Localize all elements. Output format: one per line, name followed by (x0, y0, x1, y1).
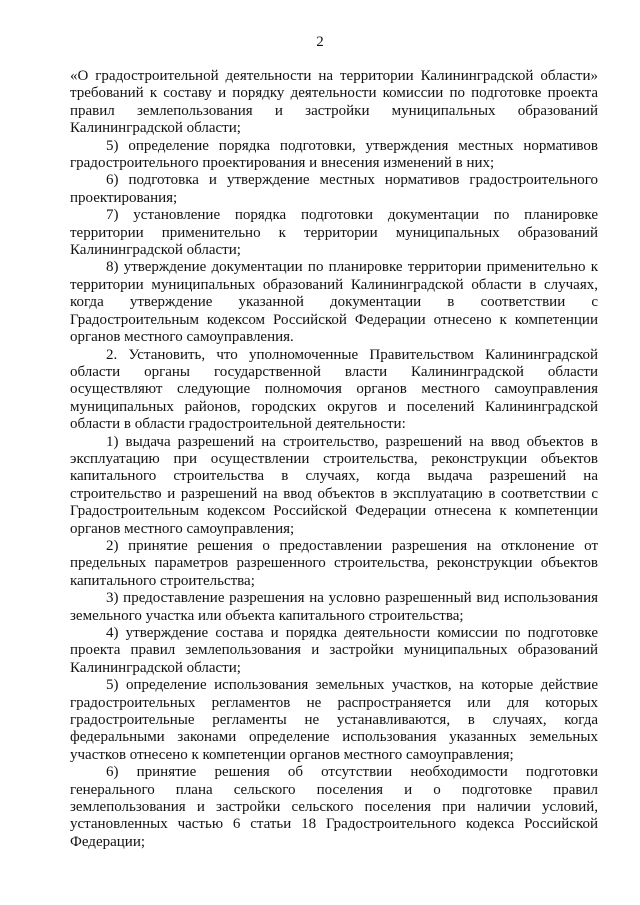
paragraph (70, 590, 598, 625)
text-line: Градостроительным кодексом Российской Федерации отнесено к компетенции (70, 311, 598, 328)
text-line: 5) определение порядка подготовки, утверждения местных нормативов (106, 137, 598, 154)
page-number: 2 (316, 34, 324, 50)
text-line: области в области градостроительной деятельности: (70, 416, 406, 433)
paragraph (70, 259, 598, 346)
text-line: «О градостроительной деятельности на территории Калининградской области» (70, 68, 598, 84)
paragraph (70, 172, 598, 207)
text-line: муниципальных районов, городских округов и поселений Калининградской (70, 398, 598, 415)
text-line: требований к составу и порядку деятельности комиссии по подготовке проекта (70, 85, 598, 102)
text-line: проекта правил землепользования и застройки муниципальных образований (70, 642, 598, 659)
paragraph (70, 764, 598, 851)
paragraph (70, 138, 598, 173)
text-line: федеральными законами определение использования указанных земельных (70, 729, 598, 746)
text-line: Градостроительным кодексом Российской Федерации отнесена к компетенции (70, 503, 598, 520)
text-line: органов местного самоуправления. (70, 329, 294, 346)
text-line: градостроительные регламенты не устанавливаются, в случаях, когда (70, 712, 598, 729)
text-line: 8) утверждение документации по планировке территории применительно к (106, 259, 598, 276)
text-line: 5) определение использования земельных участков, на которые действие (106, 677, 598, 694)
text-line: 6) принятие решения об отсутствии необходимости подготовки (106, 764, 598, 781)
text-line: осуществляют следующие полномочия органов местного самоуправления (70, 381, 598, 398)
text-line: 4) утверждение состава и порядка деятельности комиссии по подготовке (106, 625, 598, 641)
paragraph (70, 625, 598, 677)
text-line: 2) принятие решения о предоставлении разрешения на отклонение от (106, 537, 598, 554)
paragraph (70, 538, 598, 590)
text-line: 2. Установить, что уполномоченные Правительством Калининградской (106, 346, 598, 363)
text-line: земельного участка или объекта капитального строительства; (70, 607, 464, 624)
text-line: органов местного самоуправления; (70, 520, 295, 537)
text-line: генерального плана сельского поселения и о подготовке правил (70, 781, 598, 798)
text-line: территории применительно к территории муниципальных образований (70, 224, 598, 241)
paragraph (70, 347, 598, 434)
text-line: 1) выдача разрешений на строительство, разрешений на ввод объектов в (106, 433, 598, 450)
text-line: предельных параметров разрешенного строительства, реконструкции объектов (70, 555, 598, 572)
text-line: эксплуатацию при осуществлении строительства, реконструкции объектов (70, 450, 598, 467)
text-line: строительство и разрешений на ввод объектов в эксплуатацию в соответствии с (70, 485, 598, 502)
text-line: Федерации; (70, 833, 146, 850)
text-line: правил землепользования и застройки муниципальных образований (70, 102, 598, 119)
text-line: Калининградской области; (70, 120, 241, 137)
text-line: капитального строительства в случаях, когда выдача разрешений на (70, 468, 598, 485)
text-line: установленных частью 6 статьи 18 Градостроительного кодекса Российской (70, 816, 598, 833)
text-line: области органы государственной власти Калининградской области (70, 363, 598, 380)
text-line: капитального строительства; (70, 572, 255, 589)
text-line: проектирования; (70, 189, 178, 206)
paragraph (70, 207, 598, 259)
text-line: участков отнесено к компетенции органов местного самоуправления; (70, 746, 514, 763)
paragraph (70, 434, 598, 538)
text-line: 3) предоставление разрешения на условно разрешенный вид использования (106, 590, 598, 607)
text-line: градостроительного проектирования и внесения изменений в них; (70, 155, 495, 172)
text-line: землепользования и застройки сельского поселения при наличии условий, (70, 799, 598, 816)
text-line: когда утверждение указанной документации в соответствии с (70, 294, 598, 311)
paragraph (70, 68, 598, 138)
text-line: градостроительных регламентов не распространяется или для которых (70, 694, 598, 711)
text-line: Калининградской области; (70, 242, 241, 259)
text-line: Калининградской области; (70, 659, 241, 676)
text-line: 7) установление порядка подготовки документации по планировке (106, 207, 598, 224)
document-body (70, 68, 598, 851)
text-line: 6) подготовка и утверждение местных нормативов градостроительного (106, 172, 598, 189)
text-line: территории муниципальных образований Калининградской области в случаях, (70, 276, 598, 293)
paragraph (70, 677, 598, 764)
